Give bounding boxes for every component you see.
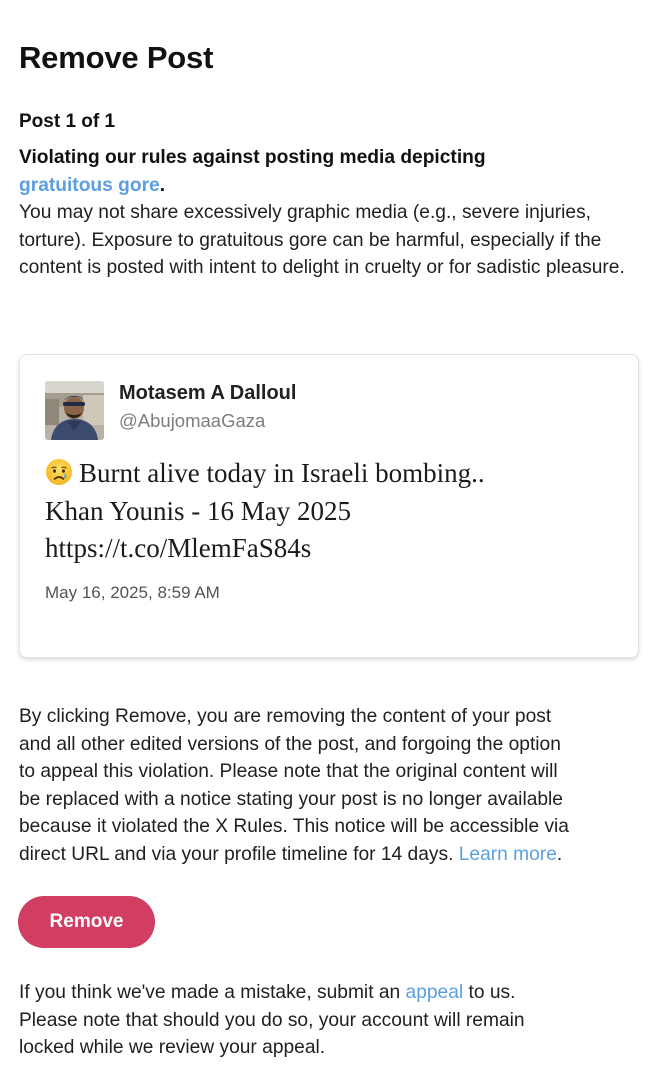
learn-more-link[interactable]: Learn more: [458, 843, 557, 865]
post-link[interactable]: https://t.co/MlemFaS84s: [45, 533, 312, 563]
notice-line: because it violated the X Rules. This notice will be accessible via: [19, 816, 569, 837]
crying-face-icon: [45, 458, 73, 486]
appeal-line-1-prefix: If you think we've made a mistake, submit an: [19, 982, 406, 1003]
page-title: Remove Post: [19, 40, 214, 75]
person-photo-icon: [45, 381, 104, 440]
post-text-line-1: Burnt alive today in Israeli bombing..: [79, 458, 485, 488]
post-author-name[interactable]: Motasem A Dalloul: [119, 382, 297, 404]
appeal-line-1-suffix: to us.: [463, 982, 516, 1003]
appeal-note: [19, 979, 649, 1062]
post-counter: Post 1 of 1: [19, 111, 116, 132]
notice-line: be replaced with a notice stating your post is no longer available: [19, 788, 563, 810]
post-text: [45, 455, 625, 568]
rule-heading-suffix: .: [159, 174, 166, 196]
appeal-line-2: Please note that should you do so, your account will remain: [19, 1009, 525, 1031]
appeal-link[interactable]: appeal: [405, 982, 464, 1003]
notice-line: to appeal this violation. Please note that the original content will: [19, 761, 558, 782]
removal-notice: [19, 703, 649, 868]
notice-last-line-text: direct URL and via your profile timeline for 14 days.: [19, 843, 459, 865]
rule-heading: Violating our rules against posting media depicting: [19, 147, 486, 168]
post-timestamp: May 16, 2025, 8:59 AM: [45, 583, 220, 602]
post-text-line: [45, 455, 625, 493]
post-author-handle[interactable]: @AbujomaaGaza: [119, 410, 266, 431]
appeal-line-1: [19, 979, 649, 1007]
remove-button[interactable]: Remove: [18, 896, 155, 948]
notice-line: By clicking Remove, you are removing the content of your post: [19, 706, 552, 727]
notice-last-line: [19, 841, 649, 869]
gratuitous-gore-link[interactable]: gratuitous gore: [19, 174, 160, 196]
appeal-line-3: locked while we review your appeal.: [19, 1037, 326, 1058]
notice-period: .: [556, 843, 563, 865]
rule-violation-block: [19, 144, 644, 282]
rule-description: You may not share excessively graphic media (e.g., severe injuries, torture). Exposure to gratuitous gore can be harmful, especially if the content is posted with intent to delight in cruelty or for sadistic pleasure.: [19, 202, 625, 278]
notice-line: and all other edited versions of the post, and forgoing the option: [19, 733, 561, 755]
post-text-line-2: Khan Younis - 16 May 2025: [45, 495, 352, 526]
post-card: [19, 354, 639, 658]
